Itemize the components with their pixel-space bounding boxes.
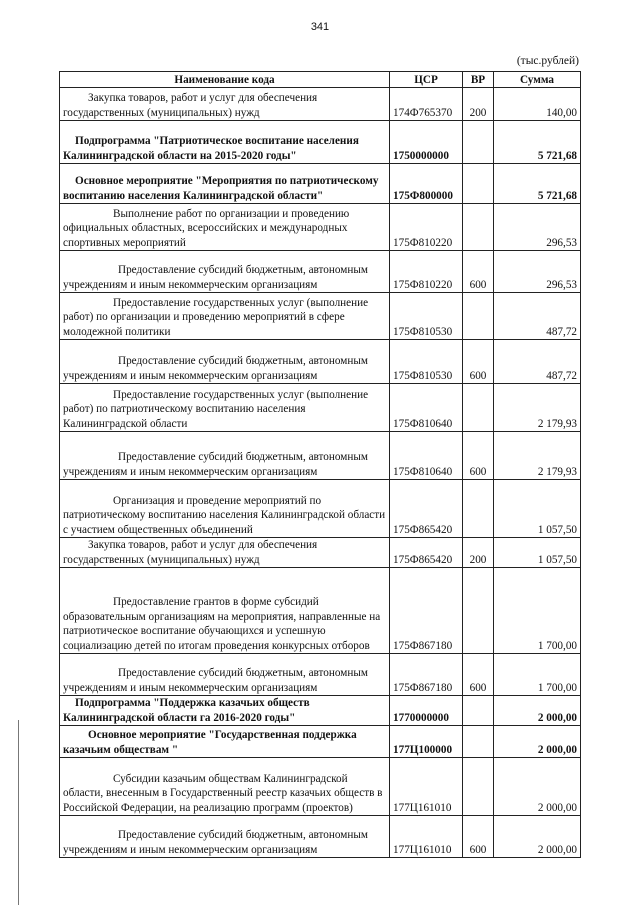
cell-vr (463, 293, 494, 340)
cell-vr: 200 (463, 538, 494, 568)
cell-csr: 177Ц161010 (390, 758, 463, 816)
table-row (60, 758, 581, 816)
cell-csr: 175Ф865420 (390, 538, 463, 568)
cell-sum: 487,72 (494, 293, 581, 340)
table-row (60, 816, 581, 858)
cell-vr (463, 164, 494, 204)
cell-vr (463, 204, 494, 251)
cell-sum: 2 000,00 (494, 696, 581, 726)
cell-vr (463, 696, 494, 726)
cell-sum: 2 179,93 (494, 432, 581, 480)
cell-csr: 175Ф810220 (390, 204, 463, 251)
cell-csr: 1770000000 (390, 696, 463, 726)
cell-name: Выполнение работ по организации и проведению официальных областных, всероссийских и международных спортивных мероприятий (60, 204, 390, 251)
table-row (60, 480, 581, 538)
table-row (60, 726, 581, 758)
table-row (60, 654, 581, 696)
cell-sum: 2 000,00 (494, 758, 581, 816)
cell-vr: 600 (463, 251, 494, 293)
cell-csr: 175Ф810640 (390, 432, 463, 480)
cell-csr: 177Ц100000 (390, 726, 463, 758)
cell-vr (463, 568, 494, 654)
cell-name: Основное мероприятие "Государственная поддержка казачьим обществам " (60, 726, 390, 758)
page-number: 341 (310, 21, 330, 33)
table-row (60, 293, 581, 340)
cell-name: Субсидии казачьим обществам Калининградской области, внесенным в Государственный реестр казачьих обществ в Российской Федерации, на реализацию программ (проектов) (60, 758, 390, 816)
header-csr: ЦСР (390, 72, 463, 88)
table-row (60, 340, 581, 384)
cell-vr: 600 (463, 654, 494, 696)
cell-vr: 600 (463, 432, 494, 480)
cell-csr: 175Ф867180 (390, 654, 463, 696)
cell-vr (463, 758, 494, 816)
cell-sum: 296,53 (494, 251, 581, 293)
table-header-row (60, 72, 581, 88)
cell-vr: 200 (463, 88, 494, 121)
table-row (60, 88, 581, 121)
cell-name: Закупка товаров, работ и услуг для обеспечения государственных (муниципальных) нужд (60, 538, 390, 568)
header-vr: ВР (463, 72, 494, 88)
cell-name: Подпрограмма "Поддержка казачьих обществ Калининградской области га 2016-2020 годы" (60, 696, 390, 726)
cell-name: Предоставление субсидий бюджетным, автономным учреждениям и иным некоммерческим организациям (60, 340, 390, 384)
header-name: Наименование кода (60, 72, 390, 88)
table-row (60, 432, 581, 480)
cell-name: Предоставление субсидий бюджетным, автономным учреждениям и иным некоммерческим организациям (60, 432, 390, 480)
cell-csr: 175Ф810530 (390, 340, 463, 384)
cell-sum: 5 721,68 (494, 164, 581, 204)
cell-name: Закупка товаров, работ и услуг для обеспечения государственных (муниципальных) нужд (60, 88, 390, 121)
table-row (60, 538, 581, 568)
cell-vr (463, 480, 494, 538)
cell-csr: 177Ц161010 (390, 816, 463, 858)
cell-name: Подпрограмма "Патриотическое воспитание населения Калининградской области на 2015-2020 годы" (60, 121, 390, 164)
cell-csr: 174Ф765370 (390, 88, 463, 121)
cell-csr: 175Ф810220 (390, 251, 463, 293)
cell-sum: 140,00 (494, 88, 581, 121)
cell-sum: 296,53 (494, 204, 581, 251)
cell-sum: 1 700,00 (494, 568, 581, 654)
cell-vr: 600 (463, 816, 494, 858)
cell-csr: 175Ф867180 (390, 568, 463, 654)
table-row (60, 696, 581, 726)
cell-name: Основное мероприятие "Мероприятия по патриотическому воспитанию населения Калининградской области" (60, 164, 390, 204)
cell-name: Предоставление субсидий бюджетным, автономным учреждениям и иным некоммерческим организациям (60, 251, 390, 293)
cell-vr (463, 384, 494, 432)
unit-note: (тыс.рублей) (516, 55, 579, 67)
table-row (60, 204, 581, 251)
cell-sum: 1 057,50 (494, 480, 581, 538)
budget-table (59, 71, 581, 858)
cell-sum: 2 179,93 (494, 384, 581, 432)
header-sum: Сумма (494, 72, 581, 88)
cell-name: Предоставление субсидий бюджетным, автономным учреждениям и иным некоммерческим организациям (60, 816, 390, 858)
cell-sum: 2 000,00 (494, 816, 581, 858)
table-row (60, 384, 581, 432)
cell-name: Предоставление грантов в форме субсидий образовательным организациям на мероприятия, направленные на патриотическое воспитание обучающихся и успешную социализацию детей по итогам проведения конкурсных отборов (60, 568, 390, 654)
cell-vr: 600 (463, 340, 494, 384)
cell-sum: 2 000,00 (494, 726, 581, 758)
cell-sum: 487,72 (494, 340, 581, 384)
cell-vr (463, 121, 494, 164)
cell-csr: 1750000000 (390, 121, 463, 164)
cell-sum: 1 057,50 (494, 538, 581, 568)
cell-csr: 175Ф810530 (390, 293, 463, 340)
table-row (60, 568, 581, 654)
table-row (60, 164, 581, 204)
cell-sum: 1 700,00 (494, 654, 581, 696)
cell-name: Предоставление государственных услуг (выполнение работ) по организации и проведению мероприятий в сфере молодежной политики (60, 293, 390, 340)
cell-name: Предоставление субсидий бюджетным, автономным учреждениям и иным некоммерческим организациям (60, 654, 390, 696)
cell-csr: 175Ф810640 (390, 384, 463, 432)
cell-name: Предоставление государственных услуг (выполнение работ) по патриотическому воспитанию населения Калининградской области (60, 384, 390, 432)
scan-edge-line (18, 720, 19, 905)
table-row (60, 121, 581, 164)
cell-vr (463, 726, 494, 758)
cell-name: Организация и проведение мероприятий по патриотическому воспитанию населения Калининградской области с участием общественных объединений (60, 480, 390, 538)
cell-sum: 5 721,68 (494, 121, 581, 164)
cell-csr: 175Ф800000 (390, 164, 463, 204)
table-row (60, 251, 581, 293)
cell-csr: 175Ф865420 (390, 480, 463, 538)
